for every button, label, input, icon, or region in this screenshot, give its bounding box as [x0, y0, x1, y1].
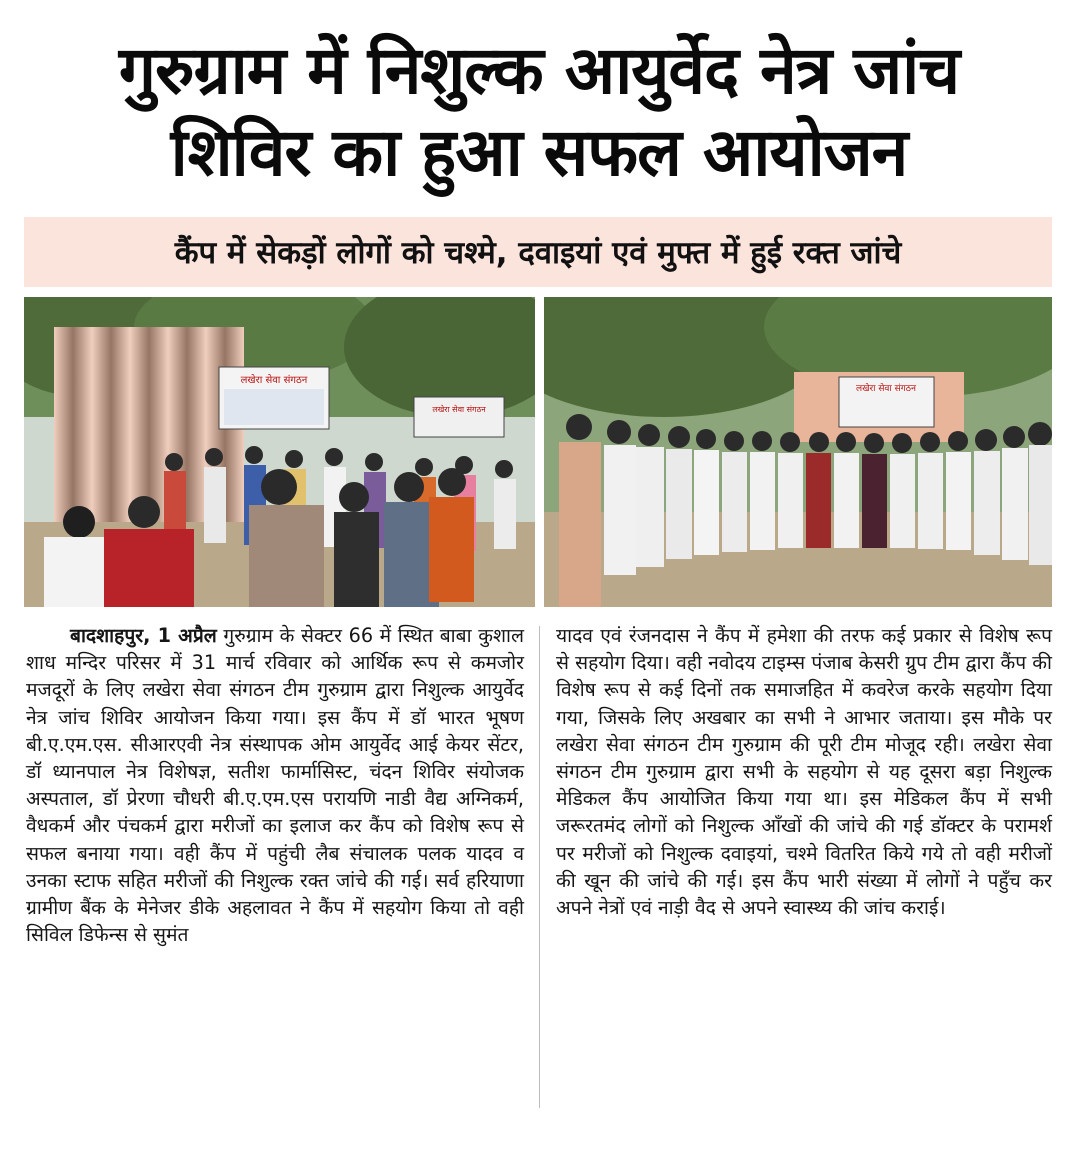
right-banner-text: लखेरा सेवा संगठन: [856, 384, 916, 394]
photo-team-group-illustration: [544, 297, 1052, 607]
left-banner-second-text: लखेरा सेवा संगठन: [432, 405, 486, 414]
headline-line-1: गुरुग्राम में निशुल्क आयुर्वेद नेत्र जांच: [118, 32, 960, 109]
photo-team-group: [544, 297, 1052, 607]
subheadline-band: [24, 217, 1052, 287]
article-body-right-text: यादव एवं रंजनदास ने कैंप में हमेशा की तरफ कई प्रकार से विशेष रूप से सहयोग दिया। वही नवोदय टाइम्स पंजाब केसरी ग्रुप टीम द्वारा कैंप की विशेष रूप से कई दिनों तक समाजहित में कवरेज करके सहयोग दिया गया, जिसके लिए अखबार का सभी ने आभार जताया। इस मौके पर लखेरा सेवा संगठन टीम गुरुग्राम की पूरी टीम मोजूद रही। लखेरा सेवा संगठन टीम गुरुग्राम द्वारा सभी के सहयोग से यह दूसरा बड़ा निशुल्क मेडिकल कैंप आयोजित किया गया था। इस मेडिकल कैंप में सभी जरूरतमंद लोगों को निशुल्क आँखों की जांचे की गई डॉक्टर के परामर्श पर मरीजों को निशुल्क दवाइयां, चश्मे वितरित किये गये तो वही मरीजों की खून की जांचे की गई। इस कैंप भारी संख्या में लोगों ने पहुँच कर अपने नेत्रों एवं नाड़ी वैद से अपने स्वास्थ्य की जांच कराई।: [556, 624, 1052, 920]
subheadline: कैंप में सेकड़ों लोगों को चश्मे, दवाइयां एवं मुफ्त में हुई रक्त जांचे: [174, 235, 902, 271]
photo-camp-crowd: [24, 297, 535, 607]
article-body-left-text: गुरुग्राम के सेक्टर 66 में स्थित बाबा कुशाल शाध मन्दिर परिसर में 31 मार्च रविवार को आर्थिक रूप से कमजोर मजदूरों के लिए लखेरा सेवा संगठन टीम गुरुग्राम द्वारा निशुल्क आयुर्वेद नेत्र जांच शिविर आयोजन किया गया। इस कैंप में डॉ भारत भूषण बी.ए.एम.एस. सीआरएवी नेत्र संस्थापक ओम आयुर्वेद आई केयर सेंटर, डॉ ध्यानपाल नेत्र विशेषज्ञ, सतीश फार्मासिस्ट, चंदन शिविर संयोजक अस्पताल, डॉ प्रेरणा चौधरी बी.ए.एम.एस परायणि नाडी वैद्य अग्निकर्म, वैधकर्म और पंचकर्म द्वारा मरीजों का इलाज कर कैंप को विशेष रूप से सफल बनाया गया। वही कैंप में पहुंची लैब संचालक पलक यादव व उनका स्टाफ सहित मरीजों की निशुल्क रक्त जांचे की गई। सर्व हरियाणा ग्रामीण बैंक के मेनेजर डीके अहलावत ने कैंप में सहयोग किया तो वही सिविल डिफेन्स से सुमंत: [26, 624, 524, 947]
column-divider: [539, 626, 540, 1108]
article-body-right-column: [556, 622, 1052, 921]
dateline: बादशाहपुर, 1 अप्रैल: [70, 624, 217, 647]
left-banner-text: लखेरा सेवा संगठन: [240, 375, 308, 386]
photo-camp-crowd-illustration: [24, 297, 535, 607]
article-body-left-column: [26, 622, 524, 948]
headline-line-2: शिविर का हुआ सफल आयोजन: [170, 114, 908, 191]
headline: [20, 30, 1058, 194]
